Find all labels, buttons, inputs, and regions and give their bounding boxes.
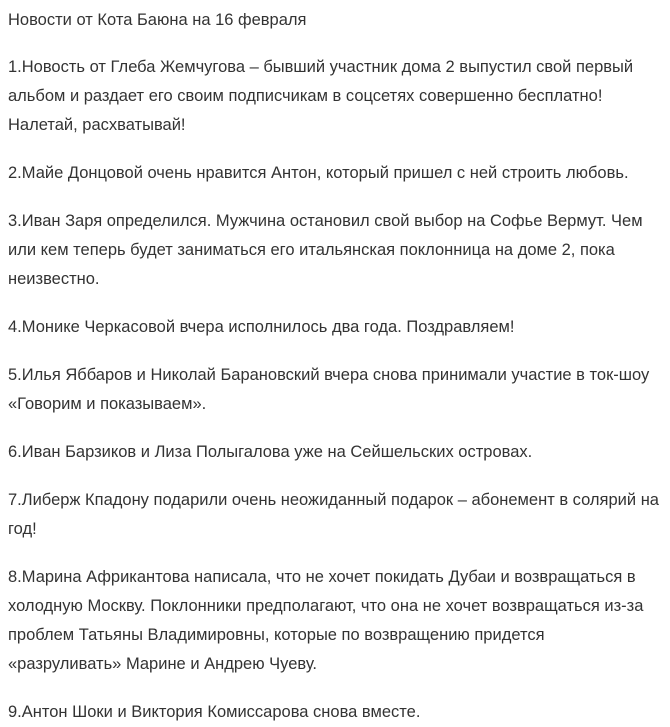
news-item-9: 9.Антон Шоки и Виктория Комиссарова снова вместе. <box>8 703 421 721</box>
news-item-7: 7.Либерж Кпадону подарили очень неожиданный подарок – абонемент в солярий на год! <box>8 491 659 538</box>
news-item-3: 3.Иван Заря определился. Мужчина остановил свой выбор на Софье Вермут. Чем или кем теперь будет заниматься его итальянская поклонница на доме 2, пока неизвестно. <box>8 212 643 288</box>
news-item-5: 5.Илья Яббаров и Николай Барановский вчера снова принимали участие в ток-шоу «Говорим и показываем». <box>8 366 650 413</box>
news-item-8: 8.Марина Африкантова написала, что не хочет покидать Дубаи и возвращаться в холодную Москву. Поклонники предполагают, что она не хочет возвращаться из-за проблем Татьяны Владимировны, которые по возвращению придется «разруливать» Марине и Андрею Чуеву. <box>8 568 644 673</box>
news-item-2: 2.Майе Донцовой очень нравится Антон, который пришел с ней строить любовь. <box>8 164 629 182</box>
news-item-1: 1.Новость от Глеба Жемчугова – бывший участник дома 2 выпустил свой первый альбом и раздает его своим подписчикам в соцсетях совершенно бесплатно! Налетай, расхватывай! <box>8 58 634 134</box>
article-title: Новости от Кота Баюна на 16 февраля <box>8 11 307 29</box>
news-item-4: 4.Монике Черкасовой вчера исполнилось два года. Поздравляем! <box>8 318 515 336</box>
news-item-6: 6.Иван Барзиков и Лиза Полыгалова уже на Сейшельских островах. <box>8 443 533 461</box>
